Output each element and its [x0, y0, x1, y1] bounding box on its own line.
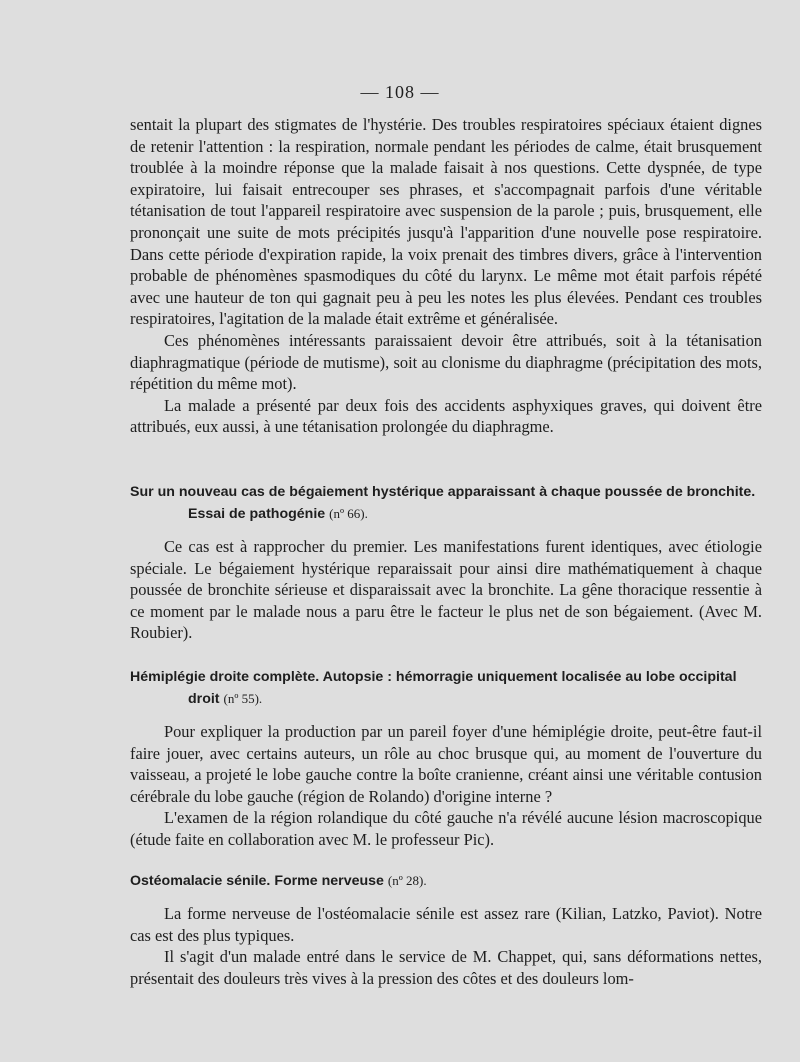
- paragraph: La forme nerveuse de l'ostéomalacie sénile est assez rare (Kilian, Latzko, Paviot). Notre cas est des plus typiques.: [130, 904, 762, 945]
- paragraph: L'examen de la région rolandique du côté gauche n'a révélé aucune lésion macroscopique (étude faite en collaboration avec M. le professeur Pic).: [130, 808, 762, 849]
- section-heading: [130, 482, 762, 525]
- paragraph: Il s'agit d'un malade entré dans le service de M. Chappet, qui, sans déformations nettes, présentait des douleurs très vives à la pression des côtes et des douleurs lom-: [130, 947, 762, 988]
- paragraph: Ce cas est à rapprocher du premier. Les manifestations furent identiques, avec étiologie spéciale. Le bégaiement hystérique reparaissait pour ainsi dire mathématiquement à chaque poussée de bronchite sérieuse et disparaissait avec la bronchite. La gêne thoracique ressentie à ce moment par le malade nous a paru être le facteur le plus net de son bégaiement. (Avec M. Roubier).: [130, 537, 762, 643]
- page-number: — 108 —: [360, 82, 440, 102]
- section-hysteria-respiratory: [130, 114, 762, 438]
- heading-text: Ostéomalacie sénile. Forme nerveuse: [130, 873, 384, 889]
- reference-number: (nº 55).: [223, 691, 263, 706]
- section-hemiplegia: [130, 667, 762, 851]
- reference-number: (nº 28).: [387, 873, 427, 888]
- section-osteomalacia: [130, 870, 762, 989]
- reference-number: (nº 66).: [329, 506, 368, 521]
- paragraph: La malade a présenté par deux fois des accidents asphyxiques graves, qui doivent être attribués, eux aussi, à une tétanisation prolongée du diaphragme.: [130, 395, 762, 437]
- paragraph: Pour expliquer la production par un pareil foyer d'une hémiplégie droite, peut-être faut-il faire jouer, avec certains auteurs, un rôle au choc brusque qui, au moment de l'ouverture du vaisseau, a projeté le lobe gauche contre la boîte cranienne, créant ainsi une véritable contusion cérébrale du lobe gauche (région de Rolando) d'origine interne ?: [130, 722, 762, 806]
- paragraph: Ces phénomènes intéressants paraissaient devoir être attribués, soit à la tétanisation diaphragmatique (période de mutisme), soit au clonisme du diaphragme (précipitation des mots, répétition du même mot).: [130, 330, 762, 394]
- paragraph: sentait la plupart des stigmates de l'hystérie. Des troubles respiratoires spéciaux étaient dignes de retenir l'attention : la respiration, normale pendant les périodes de calme, était brusquement troublée à la moindre réponse que la malade faisait à nos questions. Cette dyspnée, de type expiratoire, lui faisait entrecouper ses phrases, et s'accompagnait parfois d'une véritable tétanisation de tout l'appareil respiratoire avec suspension de la parole ; puis, brusquement, elle prononçait une suite de mots précipités jusqu'à l'apparition d'une nouvelle pose respiratoire. Dans cette période d'expiration rapide, la voix prenait des timbres divers, grâce à l'intervention probable de phénomènes spasmodiques du côté du larynx. Le même mot était parfois répété avec une hauteur de ton qui gagnait peu à peu les notes les plus élevées. Pendant ces troubles respiratoires, l'agitation de la malade était extrême et généralisée.: [130, 115, 762, 329]
- section-heading: [130, 870, 762, 892]
- section-heading: [130, 667, 762, 710]
- section-stuttering: [130, 482, 762, 644]
- heading-text: Hémiplégie droite complète. Autopsie : hémorragie uniquement localisée au lobe occipital droit: [130, 669, 737, 707]
- heading-text: Sur un nouveau cas de bégaiement hystérique apparaissant à chaque poussée de bronchite. Essai de pathogénie: [130, 484, 756, 522]
